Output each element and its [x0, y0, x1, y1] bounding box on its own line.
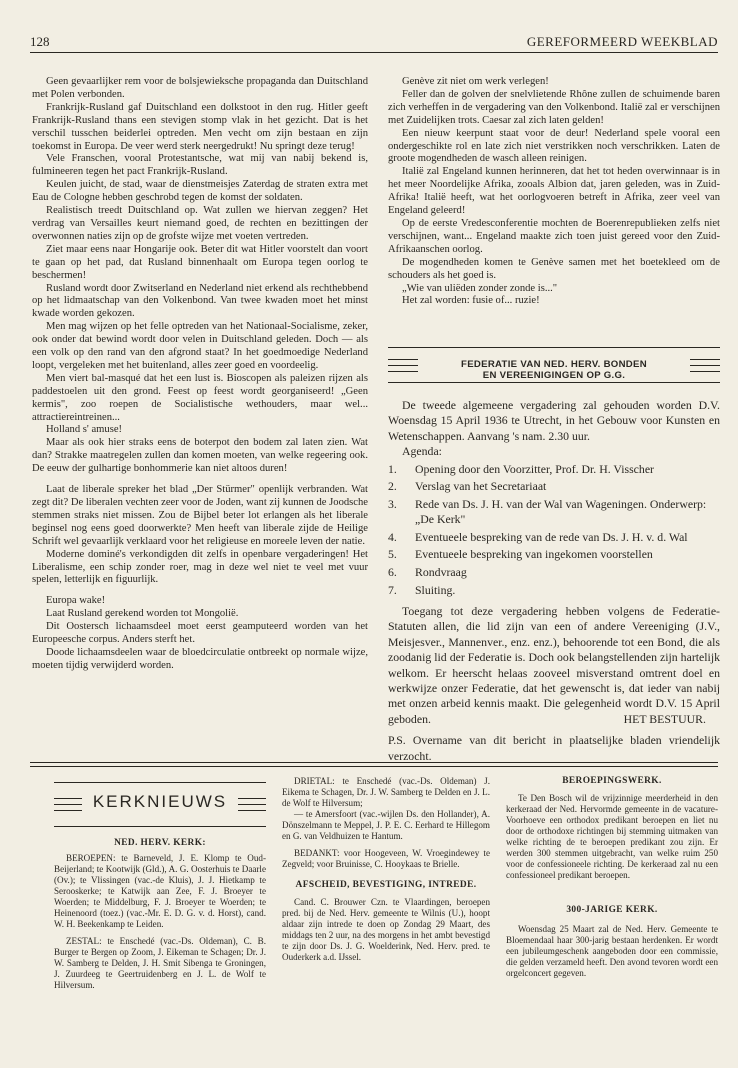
heading-ornament [388, 348, 720, 382]
agenda-item: 5. Eventueele bespreking van ingekomen voorstellen [388, 547, 653, 562]
agenda-label: Agenda: [402, 444, 442, 459]
agenda-item: 4. Eventueele bespreking van de rede van Ds. J. H. v. d. Wal [388, 529, 688, 544]
paragraph: Laat de liberale spreker het blad „Der Stürmer" openlijk verbranden. Wat zegt dit? De liberalen vechten zeer voor de Joden, want zij kunnen de Joodsche stemmen straks niet missen. Zou de Bijbel beter lot erlangen als het liberale beginsel nog eens goed doorwerkte? Men heeft van liberale zijde de Heilige Schrift wel gevaarlijk verklaard voor het religieuse en moreele leven der natie. [32, 484, 368, 547]
federatie-title [440, 359, 668, 381]
paragraph: „Wie van uliëden zonder zonde is..." [402, 282, 558, 294]
paragraph: Europa wake! [46, 595, 106, 607]
paragraph: Een nieuw keerpunt staat voor de deur! Nederland spele vooral een ondergeschikte rol en late zich niet verstrikken noch verschrikken. Laten de groote mogendheden de wasch alleen reinigen. [388, 127, 720, 165]
postscript: P.S. Overname van dit bericht in plaatselijke bladen vriendelijk verzocht. [388, 733, 720, 763]
drietal-paragraph: DRIETAL: te Enschedé (vac.-Ds. Oldeman) J. Eikema te Schagen, Dr. J. W. Samberg te Delden en J. L. de Wolf te Hilversum; [282, 776, 490, 808]
title-line: FEDERATIE VAN NED. HERV. BONDEN [461, 359, 647, 370]
kerknieuws-column-1 [54, 776, 266, 991]
body-paragraph: Toegang tot deze vergadering hebben volgens de Federatie-Statuten allen, die lid zijn van een of andere Vereeniging (J.V., Meisjesver., Mannenver., enz. enz.), behoorende tot een Bond, die als zoodanig lid der Federatie is. Doch ook belangstellenden zijn hartelijk welkom. Er heerscht helaas zooveel misverstand omtrent doel en werkwijze onzer Federatie, dat het gewenscht is, dat ieder van nabij met onzen arbeid kennis maakt. Die gelegenheid wordt D.V. 15 April geboden. HET BESTUUR. [388, 604, 720, 726]
federatie-announcement [388, 398, 720, 764]
paragraph: Men viert bal-masqué dat het een lust is. Bioscopen als paleizen rijzen als paddestoelen uit den grond. Feest op feest wordt georganiseerd! „Geen kermis", zoo roepen de Socialistische wethouders, maar wel... attractiereintreinen... [32, 372, 368, 423]
paragraph: Op de eerste Vredesconferentie mochten de Boerenrepublieken zelfs niet verschijnen, want... Engeland maakte zich toen juist gereed voor den Zuid-Afrikaanschen oorlog. [388, 217, 720, 255]
kerknieuws-title: KERKNIEUWS [92, 792, 228, 811]
paragraph: Holland s' amuse! [46, 424, 123, 436]
paragraph: Maar als ook hier straks eens de boterpot den bodem zal laten zien. Wat dan? Strakke maatregelen zullen dan komen moeten, van welke regeering ook. De eeuw der gulhartige bonhommerie kan niet altoos duren! [32, 437, 368, 475]
section-separator [30, 762, 718, 767]
right-column-article [388, 76, 720, 308]
paragraph: Doode lichaamsdeelen waar de bloedcirculatie ontbreekt op normale wijze, moeten tijdig verwijderd worden. [32, 646, 368, 671]
paragraph: Ziet maar eens naar Hongarije ook. Beter dit wat Hitler voorstelt dan voort te gaan op het pad, dat Rusland binnenhaalt om Europa tegen oorlog te beschermen! [32, 243, 368, 281]
paragraph: Dit Oostersch lichaamsdeel moet eerst geamputeerd worden van het Europeesche corpus. Anders sterft het. [32, 621, 368, 646]
paragraph: Vele Franschen, vooral Protestantsche, wat mij van nabij bekend is, fulmineeren tegen het pact Frankrijk-Rusland. [32, 153, 368, 178]
page-header [30, 34, 718, 50]
agenda-item: 6. Rondvraag [388, 565, 467, 579]
kerknieuws-column-3 [506, 776, 718, 979]
section-subhead: BEROEPINGSWERK. [562, 776, 662, 786]
section-subhead: AFSCHEID, BEVESTIGING, INTREDE. [295, 880, 477, 890]
federatie-heading [388, 347, 720, 383]
page-number: 128 [30, 34, 50, 49]
paragraph: Moderne dominé's verkondigden dit zelfs in openbare vergaderingen! Het Liberalisme, een schip zonder roer, mag in deze wel niet te veel met vuur spelen, letterlijk en figuurlijk. [32, 548, 368, 586]
drietal-paragraph: — te Amersfoort (vac.-wijlen Ds. den Hollander), A. Dönszelmann te Meppel, J. P. E. C. Eerhard te Hillegom en G. van Veldhuizen te Hantum. [282, 809, 490, 841]
title-line: EN VEREENIGINGEN OP G.G. [482, 370, 626, 381]
zestal-paragraph: ZESTAL: te Enschedé (vac.-Ds. Oldeman), C. B. Burger te Bergen op Zoom, J. Eikeman te Schagen; Dr. J. W. Samberg te Delden, J. H. Smit Sibenga te Groningen, J. Zuurdeeg te Geertruidenberg en J. L. de Wolf te Hilversum. [54, 936, 266, 990]
heading-rule [388, 382, 720, 383]
paragraph: Men mag wijzen op het felle optreden van het Nationaal-Socialisme, zeker, ook onder dat bewind wordt door velen in Duitschland geleden. Doch — als een volk op den rand van den afgrond staat? In het goedmoedige Nederland loopt, vergeleken met het buitenland, alles zeer goed en voordeelig. [32, 321, 368, 371]
section-subhead: 300-JARIGE KERK. [566, 905, 658, 915]
paragraph: Frankrijk-Rusland gaf Duitschland een dolkstoot in den rug. Hitler geeft Frankrijk-Rusland thans een stevigen stomp vlak in het gezicht. Dat is het verschil tusschen beiderlei optreden. Men vecht om zijn bestaan en zijn toekomst in Europa. De veer werd sterk neergedrukt! Nu springt deze terug! [32, 101, 368, 152]
left-column-article [32, 76, 368, 673]
section-subhead: NED. HERV. KERK: [114, 838, 206, 848]
journal-title: GEREFORMEERD WEEKBLAD [526, 34, 718, 49]
paragraph: De mogendheden komen te Genève samen met het boetekleed om de schouders als het goed is. [388, 256, 720, 281]
paragraph: Rusland wordt door Zwitserland en Nederland niet erkend als rechthebbend op het lidmaatschap van den Volkenbond. Van twee kwaden moet het minst kwade worden gekozen. [32, 282, 368, 320]
intro-paragraph: De tweede algemeene vergadering zal gehouden worden D.V. Woensdag 15 April 1936 te Utrecht, in het Gebouw voor Kunsten en Wetenschappen. Aanvang 's nam. 2.30 uur. [388, 398, 720, 443]
paragraph: Realistisch treedt Duitschland op. Wat zullen we hiervan zeggen? Het verdrag van Versailles keurt niemand goed, de rechten en bezittingen der overwonnen naties zijn op de grofste wijze met voeten vertreden. [32, 205, 368, 242]
agenda-item: 2. Verslag van het Secretariaat [388, 479, 547, 494]
paragraph: Genève zit niet om werk verlegen! [402, 76, 549, 87]
paragraph: Het zal worden: fusie of... ruzie! [402, 295, 540, 307]
beroepen-paragraph: BEROEPEN: te Barneveld, J. E. Klomp te Oud-Beijerland; te Kootwijk (Gld.), A. G. Oosterhuis te Daarle (Ov.); te Vlissingen (vac.-de Kluis), J. J. Hietkamp te Serooskerke; te Katwijk aan Zee, F. J. Broeyer te Woerden; te Middelburg, F. J. Broeyer te Woerden; te Heinenoord (toez.) (vac.-Mr. E. D. G. v. d. Horst), cand. W. H. Beekenkamp te Leiden. [54, 853, 266, 929]
agenda-item: 7. Sluiting. [388, 582, 456, 597]
afscheid-paragraph: Cand. C. Brouwer Czn. te Vlaardingen, beroepen pred. bij de Ned. Herv. gemeente te Wilnis (U.), hoopt aldaar zijn intrede te doen op Zondag 29 Maart, des middags ten 2 uur, na des morgens in het ambt bevestigd te zijn door Ds. J. G. Woelderink, Ned. Herv. pred. te Ouderkerk a.d. IJssel. [282, 897, 490, 962]
bedankt-paragraph: BEDANKT: voor Hoogeveen, W. Vroegindewey te Zegveld; voor Bruinisse, C. Hooykaas te Brielle. [282, 848, 490, 869]
agenda-list [388, 462, 720, 598]
paragraph: Feller dan de golven der snelvlietende Rhône zullen de schuimende baren zich verheffen in de vergadering van den Volkenbond. Italië zal er verschijnen met Zuidelijken trots. Caesar zal zich laten gelden! [388, 88, 720, 126]
paragraph: Italië zal Engeland kunnen herinneren, dat het tot heden overwinnaar is in het meer Noordelijke Afrika, zooals Albion dat, jaren geleden, was in Zuid-Afrika! Italië heeft, wat het oorlogvoeren betreft in Afrika, zeer veel van Engeland geleerd! [388, 166, 720, 217]
signature: HET BESTUUR. [623, 711, 706, 726]
agenda-item: 3. Rede van Ds. J. H. van der Wal van Wageningen. Onderwerp: „De Kerk" [388, 496, 707, 527]
paragraph: Laat Rusland gerekend worden tot Mongolië. [46, 608, 239, 620]
paragraph: Geen gevaarlijker rem voor de bolsjewieksche propaganda dan Duitschland met Polen verbonden. [32, 76, 368, 100]
beroepingswerk-paragraph: Te Den Bosch wil de vrijzinnige meerderheid in den kerkeraad der Ned. Hervormde gemeente in de vacature-Voorhoeve een orthodox predikant beroepen en liet nu door de orthodoxe richtingen bij stemming uitmaken van welke richting de te beroepen predikant zou zijn. Er werden 300 stemmen uitgebracht, van welke ruim 250 voor de confessioneele richting. De kerkeraad zal nu een confessioneel predikant beroepen. [506, 793, 718, 880]
header-rule [30, 52, 718, 53]
jubileum-paragraph: Woensdag 25 Maart zal de Ned. Herv. Gemeente te Bloemendaal haar 300-jarig bestaan herdenken. Er wordt een jubileumgeschenk aangeboden door een commissie, die gelden verzameld heeft. Den avond tevoren wordt een orgelconcert gegeven. [506, 924, 718, 978]
paragraph: Keulen juicht, de stad, waar de dienstmeisjes Zaterdag de straten extra met Eau de Cologne hebben geschrobd tegen de komst der soldaten. [32, 179, 368, 204]
kerknieuws-heading [54, 776, 266, 832]
kerknieuws-column-2 [282, 776, 490, 963]
agenda-item: 1. Opening door den Voorzitter, Prof. Dr. H. Visscher [388, 461, 654, 476]
